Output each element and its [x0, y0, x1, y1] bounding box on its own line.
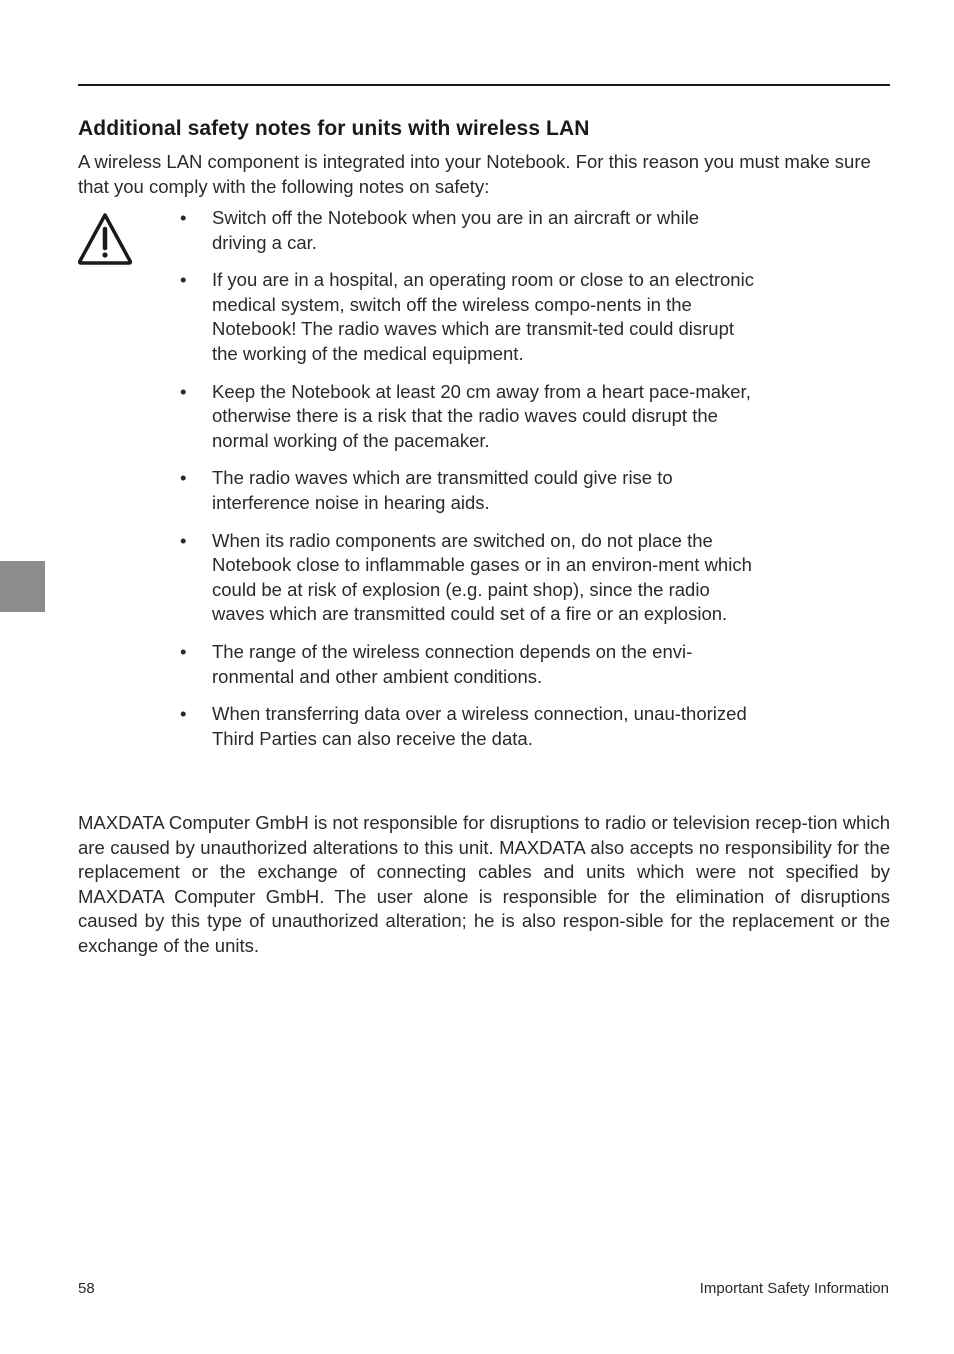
- note-text: The range of the wireless connection depends on the envi-ronmental and other ambient conditions.: [212, 640, 693, 687]
- list-item: [178, 268, 758, 366]
- disclaimer-paragraph: MAXDATA Computer GmbH is not responsible for disruptions to radio or television recep-tion which are caused by unauthorized alterations to this unit. MAXDATA also accepts no responsibility for the replacement or the exchange of connecting cables and units which were not specified by MAXDATA Computer GmbH. The user alone is responsible for the elimination of disruptions caused by this type of unauthorized alteration; he is also respon-sible for the replacement or the exchange of the units.: [78, 812, 890, 956]
- footer-section-title: Important Safety Information: [699, 1280, 889, 1297]
- list-item: [178, 529, 758, 627]
- note-text: Keep the Notebook at least 20 cm away from a heart pace-maker, otherwise there is a risk that the radio waves could disrupt the normal working of the pacemaker.: [212, 380, 751, 451]
- list-item: [178, 206, 758, 255]
- bullet-icon: •: [180, 207, 187, 228]
- bullet-icon: •: [180, 380, 187, 402]
- bullet-icon: •: [180, 467, 187, 489]
- note-text: If you are in a hospital, an operating room or close to an electronic medical system, switch off the wireless compo-nents in the Notebook! The radio waves which are transmit-ted could disrupt the working of the medical equipment.: [212, 269, 754, 364]
- bullet-icon: •: [180, 703, 187, 725]
- list-item: [178, 702, 758, 751]
- safety-notes-list: [178, 206, 758, 764]
- list-item: [178, 466, 758, 515]
- note-text: Switch off the Notebook when you are in an aircraft or while driving a car.: [212, 207, 700, 253]
- list-item: [178, 380, 758, 454]
- bullet-icon: •: [180, 640, 187, 662]
- bullet-icon: •: [180, 269, 187, 291]
- intro-paragraph: A wireless LAN component is integrated into your Notebook. For this reason you must make sure that you comply with the following notes on safety:: [78, 151, 871, 197]
- note-text: The radio waves which are transmitted could give rise to interference noise in hearing aids.: [212, 467, 673, 513]
- note-text: When transferring data over a wireless connection, unau-thorized Third Parties can also receive the data.: [212, 703, 747, 749]
- bullet-icon: •: [180, 529, 187, 551]
- list-item: [178, 640, 758, 689]
- warning-triangle-icon: [77, 212, 133, 265]
- note-text: When its radio components are switched on, do not place the Notebook close to inflammable gases or in an environ-ment which could be at risk of explosion (e.g. paint shop), since the radio waves which are transmitted could set of a fire or an explosion.: [212, 529, 752, 625]
- page-number: 58: [78, 1280, 95, 1297]
- section-heading: Additional safety notes for units with wireless LAN: [78, 117, 590, 140]
- header-rule: [78, 84, 890, 86]
- chapter-tab-marker: [0, 561, 45, 612]
